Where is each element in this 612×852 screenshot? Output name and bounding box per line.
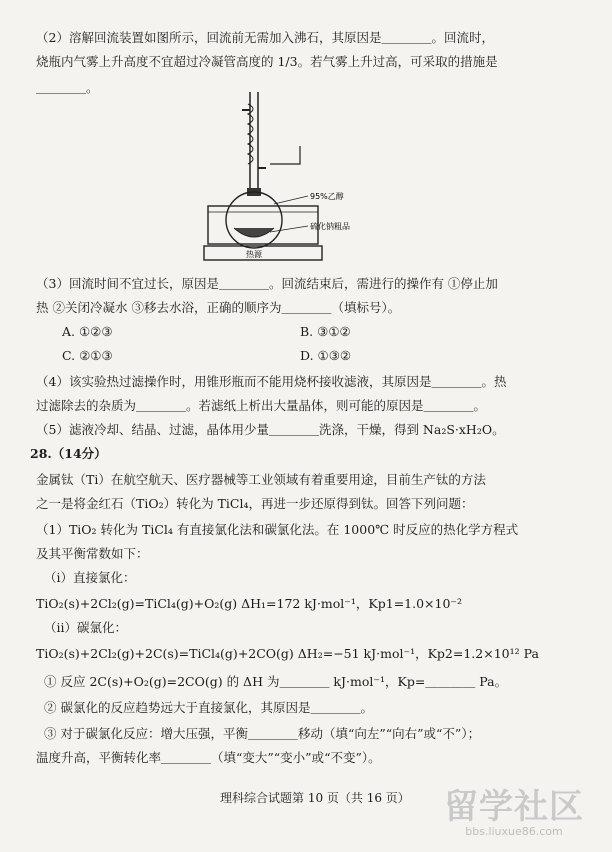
text-line: （5）滤液冷却、结晶、过滤，晶体用少量＿＿＿＿洗涤，干燥，得到 Na₂S·xH₂O。 bbox=[36, 422, 505, 437]
text-line: 烧瓶内气雾上升高度不宜超过冷凝管高度的 1/3。若气雾上升过高，可采取的措施是 bbox=[36, 54, 498, 69]
label-bath: 热源 bbox=[246, 250, 262, 259]
watermark-url: bbs.liuxue86.com bbox=[465, 825, 563, 838]
text-line: 之一是将金红石（TiO₂）转化为 TiCl₄，再进一步还原得到钛。回答下列问题： bbox=[36, 496, 474, 511]
text-line: 金属钛（Ti）在航空航天、医疗器械等工业领域有着重要用途，目前生产钛的方法 bbox=[36, 472, 486, 487]
option-d: D. ①③② bbox=[300, 348, 352, 363]
question-number: 28.（14分） bbox=[30, 446, 107, 461]
text-line: ＿＿＿＿。 bbox=[36, 80, 99, 95]
text-line: （3）回流时间不宜过长，原因是＿＿＿＿。回流结束后，需进行的操作有 ①停止加 bbox=[36, 276, 498, 291]
watermark bbox=[444, 789, 584, 838]
text-line: 及其平衡常数如下： bbox=[36, 546, 149, 561]
option-c: C. ②①③ bbox=[62, 348, 113, 363]
text-line: （i）直接氯化： bbox=[44, 570, 136, 585]
page-footer: 理科综合试题第 10 页（共 16 页） bbox=[220, 791, 410, 805]
text-line: ② 碳氯化的反应趋势远大于直接氯化，其原因是＿＿＿＿。 bbox=[44, 700, 373, 715]
equation-2: TiO₂(s)+2Cl₂(g)+2C(s)=TiCl₄(g)+2CO(g) ΔH₂=−51 kJ·mol⁻¹，Kp2=1.2×10¹² Pa bbox=[36, 646, 539, 661]
reflux-apparatus-figure bbox=[190, 88, 400, 268]
text-line: （2）溶解回流装置如图所示，回流前无需加入沸石，其原因是＿＿＿＿。回流时， bbox=[36, 30, 494, 45]
text-line: ① 反应 2C(s)+O₂(g)=2CO(g) 的 ΔH 为＿＿＿＿ kJ·mol⁻¹，Kp=＿＿＿＿ Pa。 bbox=[44, 674, 508, 689]
text-line: （4）该实验热过滤操作时，用锥形瓶而不能用烧杯接收滤液，其原因是＿＿＿＿。热 bbox=[36, 374, 507, 389]
text-line: 热 ②关闭冷凝水 ③移去水浴，正确的顺序为＿＿＿＿（填标号）。 bbox=[36, 300, 401, 315]
text-line: （ii）碳氯化： bbox=[44, 620, 127, 635]
label-ethanol: 95%乙醇 bbox=[310, 192, 344, 201]
equation-1: TiO₂(s)+2Cl₂(g)=TiCl₄(g)+O₂(g) ΔH₁=172 kJ·mol⁻¹，Kp1=1.0×10⁻² bbox=[36, 596, 463, 611]
label-sample: 硫化钠粗品 bbox=[310, 222, 350, 231]
text-line: 温度升高，平衡转化率＿＿＿＿（填“变大”“变小”或“不变”）。 bbox=[36, 750, 381, 765]
round-bottom-flask bbox=[226, 192, 282, 248]
watermark-text: 留学社区 bbox=[444, 787, 584, 827]
option-b: B. ③①② bbox=[300, 324, 351, 339]
text-line: ③ 对于碳氯化反应：增大压强，平衡＿＿＿＿移动（填“向左”“向右”或“不”）； bbox=[44, 726, 481, 741]
heater bbox=[204, 246, 322, 260]
option-a: A. ①②③ bbox=[62, 324, 113, 339]
text-line: （1）TiO₂ 转化为 TiCl₄ 有直接氯化法和碳氯化法。在 1000℃ 时反应的热化学方程式 bbox=[36, 522, 519, 537]
text-line: 过滤除去的杂质为＿＿＿＿。若滤纸上析出大量晶体，则可能的原因是＿＿＿＿。 bbox=[36, 398, 487, 413]
